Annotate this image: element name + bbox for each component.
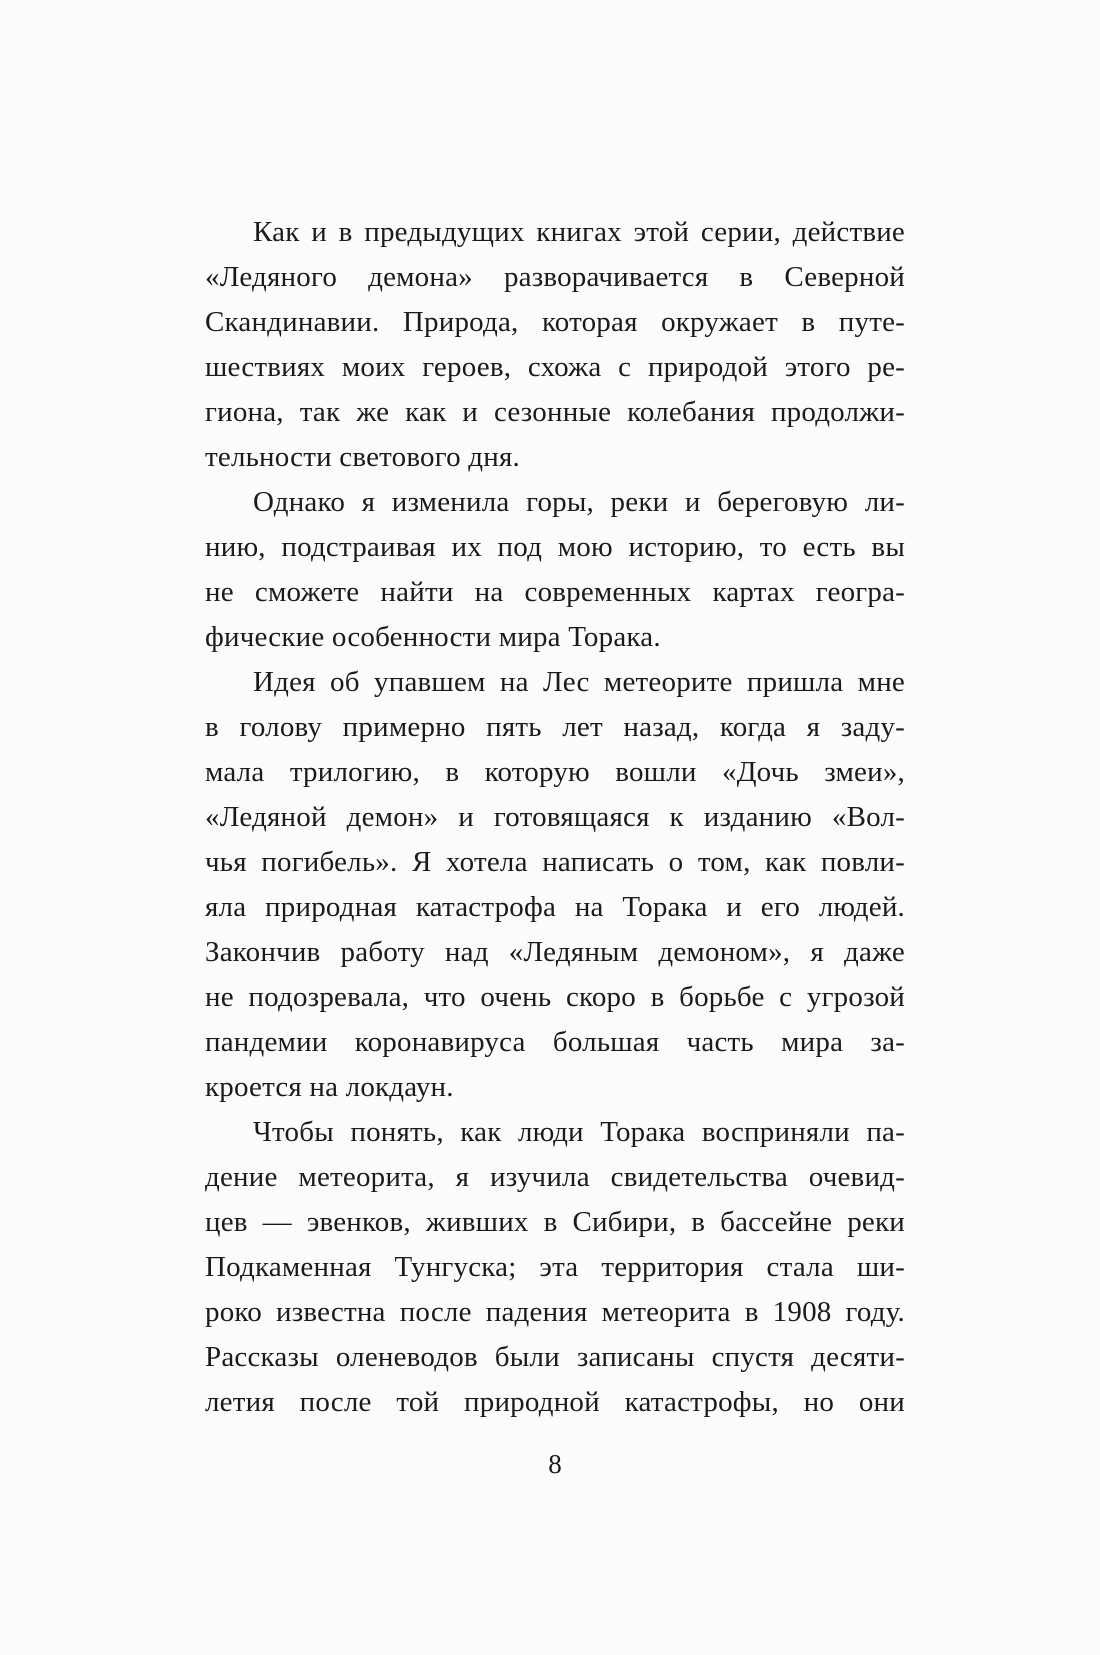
page-text [205,210,905,1425]
text-line: Закончив работу над «Ледяным демоном», я даже [205,936,905,968]
text-line: не сможете найти на современных картах геогра- [205,576,905,608]
page-number: 8 [548,1449,562,1479]
text-line: цев — эвенков, живших в Сибири, в бассейне реки [205,1206,905,1238]
paragraph-1 [205,210,905,480]
paragraph-2 [205,480,905,660]
text-line: роко известна после падения метеорита в 1908 году. [205,1296,905,1328]
text-line: Скандинавии. Природа, которая окружает в путе- [205,306,905,338]
text-line: кроется на локдаун. [205,1071,454,1103]
text-line: Однако я изменила горы, реки и береговую ли- [253,486,905,518]
text-line: Чтобы понять, как люди Торака восприняли па- [253,1116,905,1148]
text-line: шествиях моих героев, схожа с природой этого ре- [205,351,905,383]
text-line: мала трилогию, в которую вошли «Дочь змеи», [205,756,905,788]
text-line: «Ледяной демон» и готовящаяся к изданию «Вол- [205,801,905,833]
paragraph-4 [205,1110,905,1425]
text-line: в голову примерно пять лет назад, когда я заду- [205,711,905,743]
paragraph-3 [205,660,905,1110]
text-line: Идея об упавшем на Лес метеорите пришла мне [253,666,905,698]
text-line: дение метеорита, я изучила свидетельства очевид- [205,1161,905,1193]
text-line: чья погибель». Я хотела написать о том, как повли- [205,846,905,878]
text-line: нию, подстраивая их под мою историю, то есть вы [205,531,905,563]
text-line: Подкаменная Тунгуска; эта территория стала ши- [205,1251,905,1283]
text-line: Рассказы оленеводов были записаны спустя десяти- [205,1341,905,1373]
text-line: гиона, так же как и сезонные колебания продолжи- [205,396,905,428]
text-line: Как и в предыдущих книгах этой серии, действие [253,216,905,248]
text-line: летия после той природной катастрофы, но они [205,1386,905,1418]
text-line: тельности светового дня. [205,441,520,473]
text-line: яла природная катастрофа на Торака и его людей. [205,891,905,923]
text-line: не подозревала, что очень скоро в борьбе с угрозой [205,981,905,1013]
text-line: «Ледяного демона» разворачивается в Северной [205,261,905,293]
text-line: фические особенности мира Торака. [205,621,661,653]
text-line: пандемии коронавируса большая часть мира за- [205,1026,905,1058]
